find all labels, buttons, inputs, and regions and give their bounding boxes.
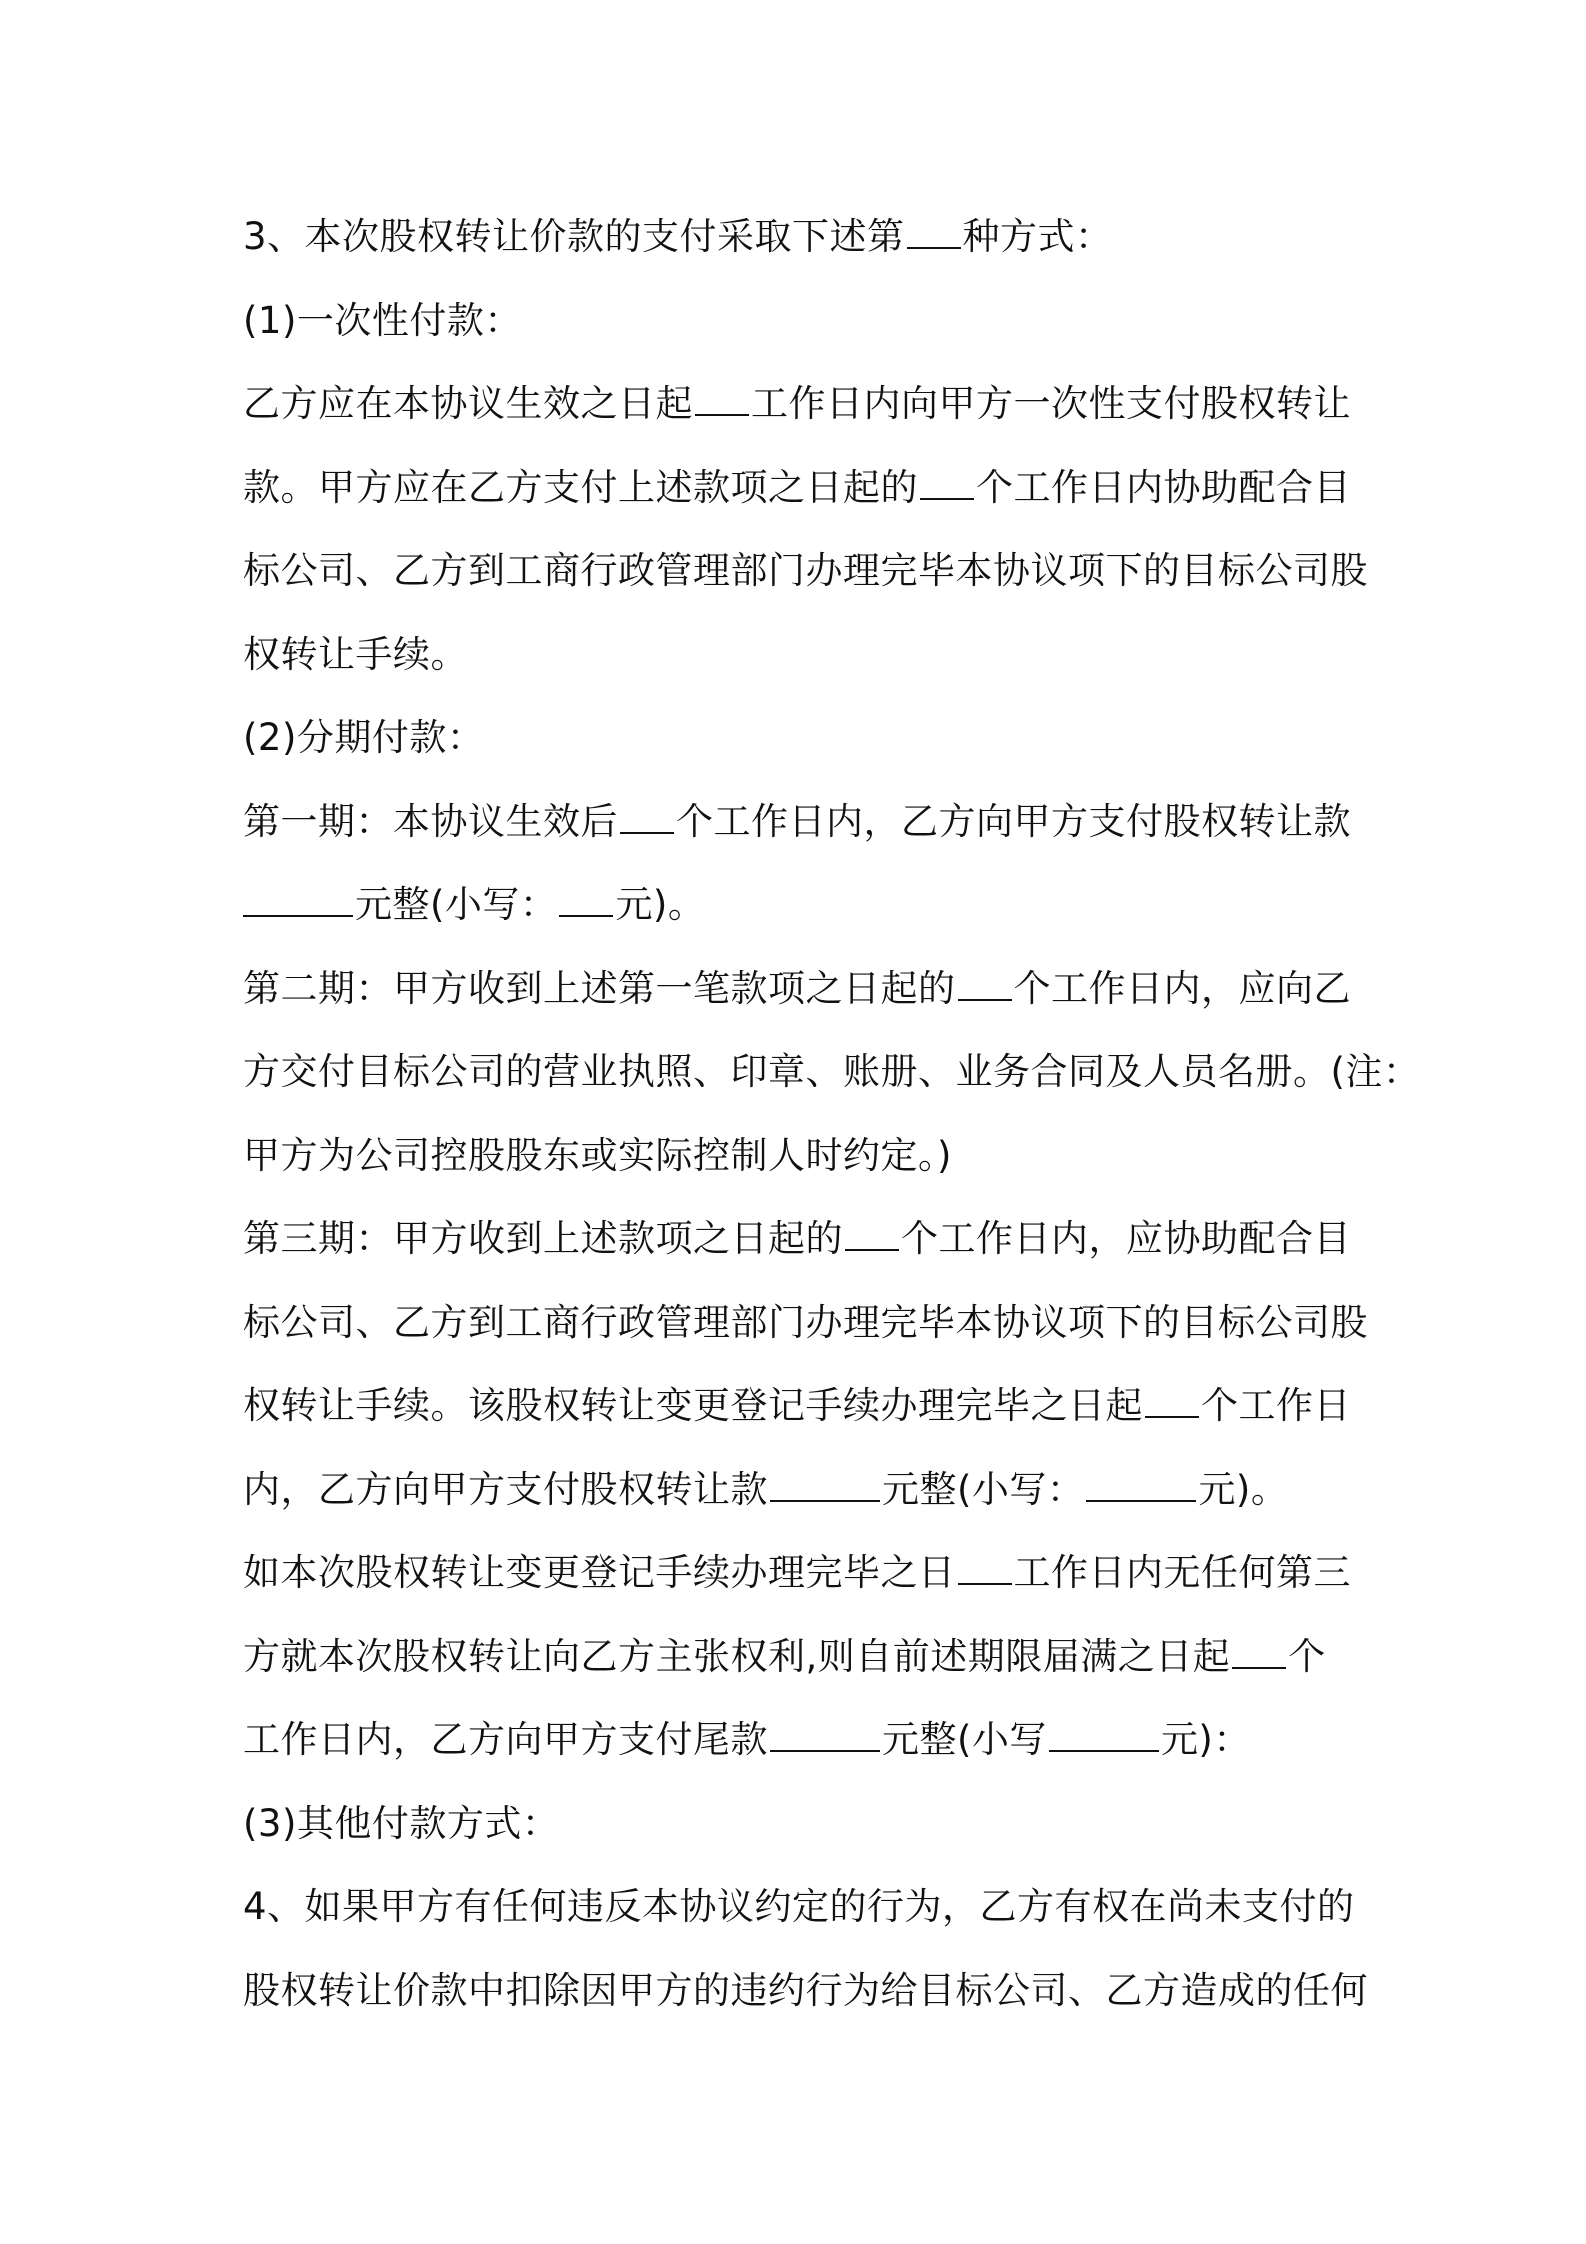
text-segment: 元)。	[615, 883, 706, 926]
text-line	[243, 1114, 1363, 1198]
text-segment: 个工作日内协助配合目	[976, 465, 1351, 509]
text-segment: 工作日内向甲方一次性支付股权转让	[751, 382, 1351, 425]
text-line	[243, 1197, 1363, 1281]
text-segment: 第三期：甲方收到上述款项之日起的	[243, 1217, 843, 1260]
text-segment: 第二期：甲方收到上述第一笔款项之日起的	[243, 966, 956, 1010]
text-line	[243, 1531, 1363, 1615]
fill-blank	[958, 1553, 1012, 1585]
text-line	[243, 1030, 1421, 1114]
text-line	[243, 947, 1363, 1031]
text-segment: 股权转让价款中扣除因甲方的违约行为给目标公司、乙方造成的任何	[243, 1968, 1368, 2012]
text-segment: 个工作日内，应向乙	[1013, 966, 1351, 1010]
text-segment: 个	[1288, 1634, 1326, 1678]
text-segment: 元)。	[1198, 1467, 1289, 1511]
fill-blank	[770, 1720, 880, 1752]
text-line	[243, 780, 1363, 864]
text-line	[243, 1281, 1368, 1365]
fill-blank	[770, 1470, 880, 1502]
text-line	[243, 613, 1363, 697]
text-line	[243, 446, 1363, 530]
fill-blank	[695, 384, 749, 416]
text-line	[243, 529, 1368, 613]
text-segment: 如本次股权转让变更登记手续办理完毕之日	[243, 1551, 956, 1594]
text-line	[243, 1949, 1368, 2033]
text-segment: 3、本次股权转让价款的支付采取下述第	[243, 215, 905, 258]
text-segment: (1)一次性付款：	[243, 298, 522, 342]
text-line	[243, 1364, 1363, 1448]
text-line	[243, 1448, 1363, 1532]
fill-blank	[1232, 1637, 1286, 1669]
text-segment: 种方式：	[962, 215, 1113, 258]
text-segment: 个工作日	[1201, 1384, 1351, 1427]
text-line	[243, 195, 1363, 279]
text-segment: 乙方应在本协议生效之日起	[243, 382, 693, 425]
text-segment: (3)其他付款方式：	[243, 1801, 560, 1845]
document-body	[243, 195, 1421, 2032]
text-segment: 4、如果甲方有任何违反本协议约定的行为，乙方有权在尚未支付的	[243, 1885, 1355, 1928]
text-line	[243, 279, 1363, 363]
fill-blank	[920, 468, 974, 500]
fill-blank	[907, 217, 961, 249]
fill-blank	[559, 885, 613, 917]
fill-blank	[1145, 1386, 1199, 1418]
text-line	[243, 696, 1363, 780]
fill-blank	[1086, 1470, 1196, 1502]
text-segment: 个工作日内，乙方向甲方支付股权转让款	[676, 799, 1351, 843]
text-segment: 元整(小写：	[355, 883, 558, 926]
text-line	[243, 1782, 1363, 1866]
text-line	[243, 1615, 1363, 1699]
text-segment: 工作日内无任何第三	[1013, 1551, 1351, 1594]
text-segment: 第一期：本协议生效后	[243, 799, 618, 843]
text-segment: 标公司、乙方到工商行政管理部门办理完毕本协议项下的目标公司股	[243, 1300, 1368, 1344]
fill-blank	[243, 885, 353, 917]
fill-blank	[1049, 1720, 1159, 1752]
text-segment: 方就本次股权转让向乙方主张权利,则自前述期限届满之日起	[243, 1634, 1231, 1678]
text-segment: 方交付目标公司的营业执照、印章、账册、业务合同及人员名册。(注：	[243, 1050, 1421, 1093]
text-segment: 个工作日内，应协助配合目	[901, 1217, 1351, 1260]
text-segment: 元)：	[1160, 1718, 1251, 1761]
text-segment: 甲方为公司控股股东或实际控制人时约定。)	[243, 1133, 952, 1177]
text-line	[243, 863, 1363, 947]
text-segment: 元整(小写：	[882, 1467, 1085, 1511]
text-line	[243, 1865, 1363, 1949]
text-segment: (2)分期付款：	[243, 716, 485, 759]
text-segment: 元整(小写	[882, 1718, 1047, 1761]
text-line	[243, 362, 1363, 446]
text-segment: 权转让手续。	[243, 632, 468, 676]
text-segment: 内，乙方向甲方支付股权转让款	[243, 1467, 768, 1511]
text-segment: 标公司、乙方到工商行政管理部门办理完毕本协议项下的目标公司股	[243, 549, 1368, 592]
text-segment: 权转让手续。该股权转让变更登记手续办理完毕之日起	[243, 1384, 1143, 1427]
fill-blank	[845, 1219, 899, 1251]
text-segment: 工作日内，乙方向甲方支付尾款	[243, 1718, 768, 1761]
fill-blank	[958, 969, 1012, 1001]
text-segment: 款。甲方应在乙方支付上述款项之日起的	[243, 465, 918, 509]
fill-blank	[620, 802, 674, 834]
text-line	[243, 1698, 1363, 1782]
